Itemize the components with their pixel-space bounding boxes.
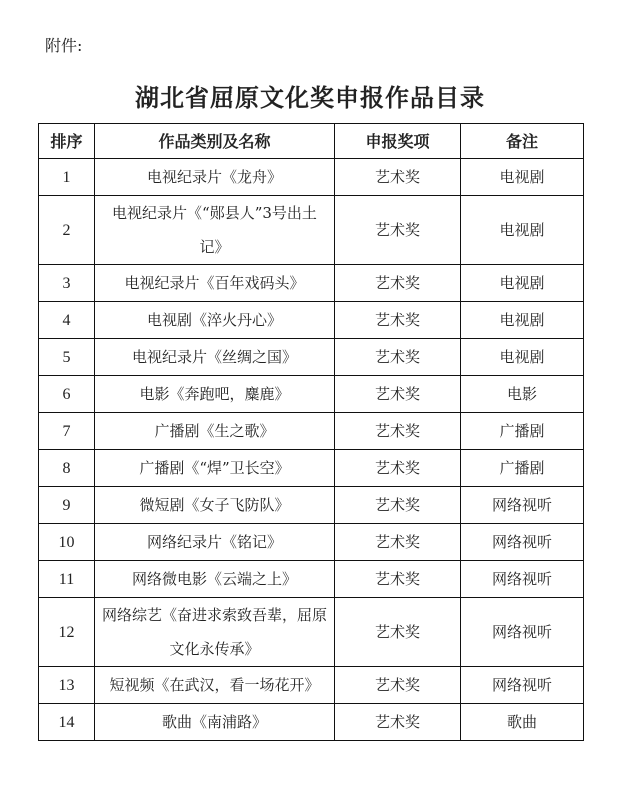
row-seq: 4 (39, 302, 95, 339)
row-seq: 5 (39, 339, 95, 376)
row-seq: 14 (39, 704, 95, 741)
table-row (39, 561, 584, 598)
table-row (39, 376, 584, 413)
table-row (39, 302, 584, 339)
row-note: 网络视听 (461, 667, 584, 704)
row-note: 电视剧 (461, 159, 584, 196)
row-award: 艺术奖 (335, 667, 461, 704)
row-seq: 3 (39, 265, 95, 302)
row-work-name: 广播剧《生之歌》 (95, 413, 335, 450)
row-note: 电影 (461, 376, 584, 413)
row-work-name: 电视纪录片《百年戏码头》 (95, 265, 335, 302)
column-header-note: 备注 (461, 124, 584, 159)
row-award: 艺术奖 (335, 598, 461, 667)
row-award: 艺术奖 (335, 339, 461, 376)
row-award: 艺术奖 (335, 196, 461, 265)
column-header-name: 作品类别及名称 (95, 124, 335, 159)
table-row (39, 598, 584, 667)
row-note: 电视剧 (461, 339, 584, 376)
row-work-name: 电视剧《淬火丹心》 (95, 302, 335, 339)
row-seq: 6 (39, 376, 95, 413)
table-row (39, 265, 584, 302)
row-seq: 13 (39, 667, 95, 704)
table-header-row (39, 124, 584, 159)
row-award: 艺术奖 (335, 487, 461, 524)
row-seq: 7 (39, 413, 95, 450)
row-award: 艺术奖 (335, 450, 461, 487)
table-row (39, 450, 584, 487)
table-row (39, 487, 584, 524)
row-award: 艺术奖 (335, 376, 461, 413)
column-header-seq: 排序 (39, 124, 95, 159)
table-row (39, 196, 584, 265)
row-seq: 8 (39, 450, 95, 487)
row-note: 网络视听 (461, 561, 584, 598)
row-note: 电视剧 (461, 196, 584, 265)
row-work-name: 歌曲《南浦路》 (95, 704, 335, 741)
row-seq: 2 (39, 196, 95, 265)
row-seq: 12 (39, 598, 95, 667)
works-table (38, 123, 584, 741)
row-award: 艺术奖 (335, 265, 461, 302)
row-work-name: 网络微电影《云端之上》 (95, 561, 335, 598)
column-header-award: 申报奖项 (335, 124, 461, 159)
row-award: 艺术奖 (335, 524, 461, 561)
table-row (39, 667, 584, 704)
row-work-name: 网络纪录片《铭记》 (95, 524, 335, 561)
row-award: 艺术奖 (335, 704, 461, 741)
table-row (39, 524, 584, 561)
row-award: 艺术奖 (335, 159, 461, 196)
row-note: 广播剧 (461, 413, 584, 450)
row-award: 艺术奖 (335, 302, 461, 339)
row-work-name: 微短剧《女子飞防队》 (95, 487, 335, 524)
row-note: 电视剧 (461, 265, 584, 302)
row-work-name: 电影《奔跑吧，麋鹿》 (95, 376, 335, 413)
table-row (39, 413, 584, 450)
table-row (39, 339, 584, 376)
row-award: 艺术奖 (335, 413, 461, 450)
row-note: 网络视听 (461, 524, 584, 561)
table-row (39, 159, 584, 196)
row-work-name: 电视纪录片《“郧县人”3号出土记》 (95, 196, 335, 265)
row-note: 广播剧 (461, 450, 584, 487)
row-work-name: 短视频《在武汉，看一场花开》 (95, 667, 335, 704)
attachment-label: 附件: (45, 36, 83, 55)
row-work-name: 电视纪录片《丝绸之国》 (95, 339, 335, 376)
row-work-name: 电视纪录片《龙舟》 (95, 159, 335, 196)
row-work-name: 广播剧《“焊”卫长空》 (95, 450, 335, 487)
page-title: 湖北省屈原文化奖申报作品目录 (135, 83, 485, 112)
row-seq: 9 (39, 487, 95, 524)
row-work-name: 网络综艺《奋进求索致吾辈，屈原文化永传承》 (95, 598, 335, 667)
row-note: 电视剧 (461, 302, 584, 339)
row-award: 艺术奖 (335, 561, 461, 598)
row-note: 网络视听 (461, 487, 584, 524)
table-row (39, 704, 584, 741)
row-note: 歌曲 (461, 704, 584, 741)
row-seq: 10 (39, 524, 95, 561)
row-note: 网络视听 (461, 598, 584, 667)
row-seq: 1 (39, 159, 95, 196)
row-seq: 11 (39, 561, 95, 598)
